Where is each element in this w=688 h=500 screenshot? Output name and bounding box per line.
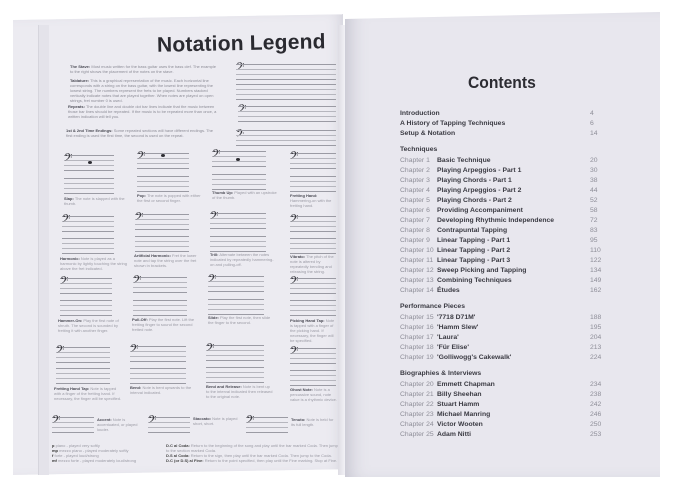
stave-trill (210, 210, 266, 229)
legend-term: Tablature: (70, 78, 90, 83)
toc-row-chapter (400, 197, 640, 207)
legend-para-stave (70, 64, 220, 74)
note (161, 154, 165, 157)
toc-chapter: Chapter 20 (400, 381, 434, 388)
caption-pull-off (132, 317, 200, 332)
toc-chapter: Chapter 18 (400, 344, 434, 351)
tab-ghost-note (290, 370, 336, 386)
bass-clef-icon: 𝄢 (135, 211, 144, 226)
toc-page: 162 (590, 287, 602, 294)
caption-slap (64, 196, 132, 206)
caption-text: Play the first note. Lift the fretting finger to sound the second fretted note. (132, 317, 195, 332)
bass-clef-icon: 𝄢 (148, 414, 157, 429)
bass-clef-icon: 𝄢 (290, 275, 299, 290)
caption-text: Fret the lower note and tap the string over the fret shown in brackets. (134, 253, 197, 268)
toc-page: 234 (590, 381, 602, 388)
toc-title: Playing Arpeggios - Part 2 (437, 187, 522, 194)
coda-item (166, 443, 338, 453)
toc-chapter: Chapter 15 (400, 314, 434, 321)
dynamic-item (52, 458, 152, 463)
caption-ghost-note (290, 387, 338, 402)
tab-pop (137, 176, 189, 192)
stave-example (236, 61, 336, 80)
caption-vibrato (290, 254, 338, 274)
toc-page: 195 (590, 324, 602, 331)
toc-title: Michael Manring (437, 411, 491, 418)
bass-clef-icon: 𝄢 (56, 344, 65, 359)
toc-title: Linear Tapping - Part 1 (437, 237, 511, 244)
tab-artificial-harmonic (135, 236, 189, 252)
tab-thumb-up (212, 174, 266, 190)
coda-item (166, 458, 338, 463)
dynamic-symbol: p (52, 443, 55, 448)
legend-term: 1st & 2nd Time Endings: (66, 128, 113, 133)
caption-text: Played with an upstroke of the thumb. (212, 190, 277, 200)
toc-title: Adam Nitti (437, 431, 471, 438)
caption-thumb-up (212, 190, 280, 200)
toc-chapter: Chapter 12 (400, 267, 434, 274)
tab-harmonic (62, 238, 114, 254)
caption-text: Note is bent up to the interval indicated then released to the original note. (206, 384, 273, 399)
toc-row-chapter (400, 287, 640, 297)
toc-title: 'Für Elise' (437, 344, 469, 351)
toc-page: 242 (590, 401, 602, 408)
dynamic-text: mezzo piano - played moderately softly (59, 448, 129, 453)
toc-row-chapter (400, 391, 640, 401)
coda-term: D.C al Coda: (166, 443, 190, 448)
tab-vibrato (290, 238, 336, 254)
toc-title: Introduction (400, 110, 440, 117)
toc-title: 'Golliwogg's Cakewalk' (437, 354, 512, 361)
coda-text: Return to the beginning of the song and play until the bar marked Coda. Then jump to the section marked Coda. (166, 443, 338, 453)
toc-row-chapter (400, 354, 640, 364)
caption-accent (97, 417, 139, 432)
toc-row-chapter (400, 207, 640, 217)
tab-bend (130, 368, 186, 384)
toc-title: Linear Tapping - Part 2 (437, 247, 511, 254)
caption-text: Note is bent upwards to the interval indicated. (130, 385, 192, 395)
caption-text: Alternate between the notes indicated by repeatedly hammering-on and pulling-off. (210, 252, 274, 267)
endings-stave (236, 130, 336, 146)
caption-text: Note is played short, short. (193, 416, 238, 426)
toc-row-chapter (400, 257, 640, 267)
toc-page: 134 (590, 267, 602, 274)
toc-page: 204 (590, 334, 602, 341)
left-page-edge (38, 25, 49, 475)
bass-clef-icon: 𝄢 (246, 414, 255, 429)
toc-title: Stuart Hamm (437, 401, 480, 408)
caption-term: Bend and Release: (206, 384, 242, 389)
toc-page: 213 (590, 344, 602, 351)
coda-list (166, 443, 338, 463)
dynamic-text: forte - played loud/strong (54, 453, 99, 458)
toc-chapter: Chapter 6 (400, 207, 430, 214)
caption-term: Artificial Harmonic: (134, 253, 171, 258)
caption-term: Slap: (64, 196, 74, 201)
caption-text: Note is tapped with a finger of the fretting hand. If necessary, the finger will be specified. (54, 386, 122, 401)
toc-section-techniques: Techniques (400, 146, 438, 153)
toc-page: 149 (590, 277, 602, 284)
caption-text: The pitch of the note is altered by repeatedly bending and releasing the string. (290, 254, 334, 274)
toc-chapter: Chapter 3 (400, 177, 430, 184)
toc-row-chapter (400, 227, 640, 237)
caption-term: Harmonic: (60, 256, 80, 261)
toc-title: Setup & Notation (400, 130, 456, 137)
bass-clef-icon: 𝄢 (238, 103, 247, 118)
toc-page: 253 (590, 431, 602, 438)
toc-row-chapter (400, 167, 640, 177)
caption-term: Accent: (97, 417, 112, 422)
caption-text: Hammering-on with the fretting hand. (290, 198, 332, 208)
toc-chapter: Chapter 11 (400, 257, 434, 264)
bass-clef-icon: 𝄢 (62, 213, 71, 228)
toc-chapter: Chapter 5 (400, 197, 430, 204)
tab-bend-release (206, 367, 264, 383)
toc-chapter: Chapter 22 (400, 401, 434, 408)
caption-tenuto (291, 417, 335, 427)
toc-title: 'Hamm Slew' (437, 324, 479, 331)
tab-slap (64, 178, 114, 194)
dynamic-symbol: f (52, 453, 54, 458)
dynamic-symbol: mf (52, 458, 57, 463)
tab-fretting-hand (290, 176, 336, 192)
toc-row-chapter (400, 344, 640, 354)
toc-page: 14 (590, 130, 598, 137)
bass-clef-icon: 𝄢 (236, 128, 245, 143)
toc-row-chapter (400, 381, 640, 391)
toc-title: Études (437, 287, 460, 294)
toc-title: 'Laura' (437, 334, 459, 341)
bass-clef-icon: 𝄢 (206, 342, 215, 357)
toc-title: '7718 D71M' (437, 314, 476, 321)
legend-text: Most music written for the bass guitar uses the bass clef. The example to the right shows the placement of the notes on the stave. (70, 64, 217, 74)
toc-title: Emmett Chapman (437, 381, 495, 388)
caption-text: The note is popped with either the first or second finger. (137, 193, 201, 203)
caption-text: Play the first note of shruth. The second is sounded by fretting it with another finger. (58, 318, 119, 333)
caption-term: Bend: (130, 385, 142, 390)
toc-page: 224 (590, 354, 602, 361)
dynamics-list (52, 443, 152, 463)
toc-page: 72 (590, 217, 598, 224)
toc-page: 250 (590, 421, 602, 428)
toc-chapter: Chapter 9 (400, 237, 430, 244)
toc-row-chapter (400, 247, 640, 257)
caption-term: Pop: (137, 193, 146, 198)
toc-page: 83 (590, 227, 598, 234)
table-of-contents (400, 110, 640, 441)
toc-title: A History of Tapping Techniques (400, 120, 506, 127)
toc-page: 246 (590, 411, 602, 418)
toc-page: 44 (590, 187, 598, 194)
toc-chapter: Chapter 16 (400, 324, 434, 331)
toc-chapter: Chapter 21 (400, 391, 434, 398)
bass-clef-icon: 𝄢 (137, 150, 146, 165)
caption-text: Note is accentuated, or played louder. (97, 417, 138, 432)
toc-page: 6 (590, 120, 594, 127)
toc-chapter: Chapter 1 (400, 157, 430, 164)
coda-text: Return to the sign, then play until the bar marked Coda. Then jump to the Coda. (190, 453, 332, 458)
toc-chapter: Chapter 23 (400, 411, 434, 418)
toc-page: 38 (590, 177, 598, 184)
caption-text: Note is held for its full length. (291, 417, 334, 427)
toc-row-chapter (400, 401, 640, 411)
dynamic-symbol: mp (52, 448, 58, 453)
toc-title: Victor Wooten (437, 421, 483, 428)
caption-text: Note is tapped with a finger of the picking hand. If necessary, the finger will be specified. (290, 318, 335, 343)
note (236, 158, 240, 161)
toc-page: 52 (590, 197, 598, 204)
caption-term: Ghost Note: (290, 387, 313, 392)
toc-title: Developing Rhythmic Independence (437, 217, 555, 224)
caption-bend (130, 385, 198, 395)
toc-title: Basic Technique (437, 157, 491, 164)
tab-slide (208, 299, 264, 315)
caption-slide (208, 315, 276, 325)
bass-clef-icon: 𝄢 (52, 414, 61, 429)
caption-fretting-hand-tap (54, 386, 122, 401)
stave-bend (130, 343, 186, 362)
toc-row-chapter (400, 431, 640, 441)
legend-para-endings (66, 128, 216, 138)
toc-chapter: Chapter 7 (400, 217, 430, 224)
caption-text: The note is slapped with the thumb. (64, 196, 125, 206)
toc-section-biographies: Biographies & Interviews (400, 370, 482, 377)
bass-clef-icon: 𝄢 (130, 343, 139, 358)
toc-chapter: Chapter 4 (400, 187, 430, 194)
toc-row-chapter (400, 411, 640, 421)
toc-chapter: Chapter 2 (400, 167, 430, 174)
caption-harmonic (60, 256, 128, 271)
toc-title: Billy Sheehan (437, 391, 482, 398)
caption-term: Slide: (208, 315, 219, 320)
toc-title: Sweep Picking and Tapping (437, 267, 527, 274)
toc-row-history (400, 120, 640, 130)
caption-picking-hand-tap (290, 318, 338, 343)
caption-trill (210, 252, 278, 267)
toc-page: 95 (590, 237, 598, 244)
tab-trill (210, 236, 266, 252)
toc-row-chapter (400, 314, 640, 324)
toc-chapter: Chapter 24 (400, 421, 434, 428)
toc-chapter: Chapter 17 (400, 334, 434, 341)
toc-row-chapter (400, 267, 640, 277)
toc-section-performance: Performance Pieces (400, 303, 465, 310)
stave-bend-release (206, 342, 264, 361)
caption-bend-release (206, 384, 274, 399)
toc-title: Combining Techniques (437, 277, 512, 284)
caption-term: Trill: (210, 252, 219, 257)
toc-row-chapter (400, 277, 640, 287)
bass-clef-icon: 𝄢 (290, 345, 299, 360)
toc-page: 58 (590, 207, 598, 214)
toc-title: Playing Arpeggios - Part 1 (437, 167, 522, 174)
bass-clef-icon: 𝄢 (60, 275, 69, 290)
toc-row-chapter (400, 157, 640, 167)
toc-chapter: Chapter 13 (400, 277, 434, 284)
coda-term: D.C (or D.S) al Fine: (166, 458, 204, 463)
toc-title: Linear Tapping - Part 3 (437, 257, 511, 264)
caption-term: Fretting Hand Tap: (54, 386, 90, 391)
caption-pop (137, 193, 205, 203)
toc-row-chapter (400, 324, 640, 334)
caption-text: Play the first note, then slide the finger to the second. (208, 315, 271, 325)
toc-row-chapter (400, 334, 640, 344)
note (88, 161, 92, 164)
bass-clef-icon: 𝄢 (290, 150, 299, 165)
legend-text: Some repeated sections will have different endings. The first ending is used the first time, the second is used on the repeat. (66, 128, 213, 138)
caption-text: Note is a percussive sound, note value is a rhythmic device. (290, 387, 337, 402)
bass-clef-icon: 𝄢 (212, 148, 221, 163)
caption-term: Hammer-On: (58, 318, 83, 323)
toc-page: 4 (590, 110, 594, 117)
caption-term: Pull-Off: (132, 317, 148, 322)
contents-title: Contents (468, 73, 536, 92)
caption-term: Picking Hand Tap: (290, 318, 325, 323)
caption-fretting-hand (290, 193, 338, 208)
bass-clef-icon: 𝄢 (208, 273, 217, 288)
toc-page: 110 (590, 247, 601, 254)
caption-term: Fretting Hand: (290, 193, 318, 198)
toc-chapter: Chapter 14 (400, 287, 434, 294)
toc-row-chapter (400, 237, 640, 247)
toc-page: 122 (590, 257, 602, 264)
toc-row-setup (400, 130, 640, 140)
legend-text: This is a graphical representation of the music. Each horizontal line corresponds with a string on the bass guitar, with the lowest line representing the lowest string. The numbers represent the frets to be played. Numbers stacked vertically indicate notes that are played together. When notes are played on open strings, fret number 0 is used. (70, 78, 214, 103)
tab-picking-hand-tap (290, 300, 336, 316)
toc-title: Providing Accompaniment (437, 207, 523, 214)
legend-term: Repeats: (68, 104, 85, 109)
toc-chapter: Chapter 8 (400, 227, 430, 234)
toc-page: 20 (590, 157, 598, 164)
stave-slide (208, 273, 264, 292)
caption-hammer-on (58, 318, 126, 333)
caption-text: Note is played as a harmonic by lightly touching the string above the fret indicated. (60, 256, 127, 271)
tab-example (236, 84, 336, 100)
coda-text: Return to the point specified, then play until the Fine marking. Stop at Fine. (204, 458, 338, 463)
toc-page: 30 (590, 167, 598, 174)
legend-text: The double line and double dot bar lines indicate that the music between those bar lines should be repeated. If the music is to be repeated more than once, a written indication will tell you. (68, 104, 217, 119)
toc-chapter: Chapter 10 (400, 247, 434, 254)
repeat-stave (238, 103, 336, 122)
dynamic-text: piano - played very softly (55, 443, 100, 448)
tab-pull-off (133, 300, 187, 316)
caption-term: Thumb Up: (212, 190, 234, 195)
bass-clef-icon: 𝄢 (290, 213, 299, 228)
toc-row-introduction (400, 110, 640, 120)
legend-term: The Stave: (70, 64, 91, 69)
toc-title: Playing Chords - Part 1 (437, 177, 512, 184)
coda-term: D.S al Coda: (166, 453, 190, 458)
toc-title: Contrapuntal Tapping (437, 227, 508, 234)
tab-hammer-on (60, 300, 112, 316)
tab-fretting-hand-tap (56, 368, 110, 384)
toc-row-chapter (400, 421, 640, 431)
caption-term: Tenuto: (291, 417, 306, 422)
bass-clef-icon: 𝄢 (133, 274, 142, 289)
toc-title: Playing Chords - Part 2 (437, 197, 512, 204)
toc-row-chapter (400, 217, 640, 227)
caption-staccato (193, 416, 238, 426)
legend-title: Notation Legend (156, 30, 326, 57)
toc-chapter: Chapter 25 (400, 431, 434, 438)
caption-term: Vibrato: (290, 254, 306, 259)
bass-clef-icon: 𝄢 (64, 152, 73, 167)
caption-artificial-harmonic (134, 253, 202, 268)
bass-clef-icon: 𝄢 (210, 210, 219, 225)
caption-term: Staccato: (193, 416, 212, 421)
toc-row-chapter (400, 177, 640, 187)
toc-page: 238 (590, 391, 602, 398)
legend-para-tablature (70, 78, 220, 103)
toc-page: 188 (590, 314, 602, 321)
bass-clef-icon: 𝄢 (236, 61, 245, 76)
toc-chapter: Chapter 19 (400, 354, 434, 361)
legend-para-repeats (68, 104, 218, 119)
dynamic-text: mezzo forte - played moderately loud/strong (58, 458, 137, 463)
toc-row-chapter (400, 187, 640, 197)
